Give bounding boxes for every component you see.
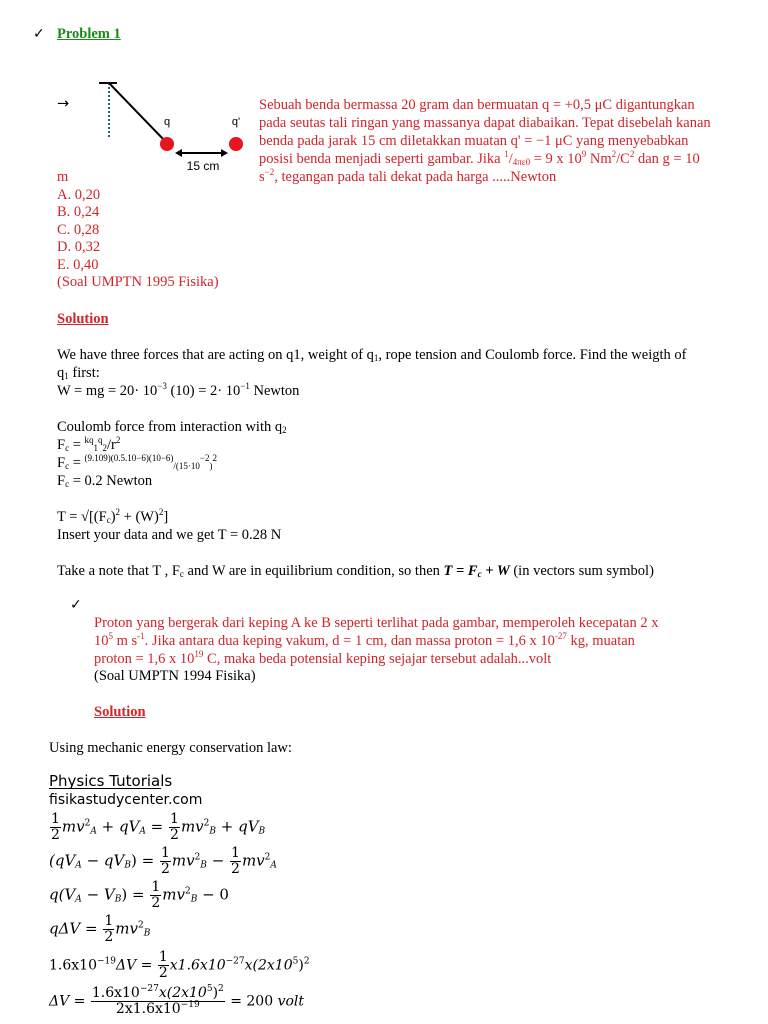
label-q-prime: q'	[231, 116, 241, 128]
label-q: q	[163, 116, 171, 128]
brand-site: fisikastudycenter.com	[49, 792, 203, 808]
statement-line: $10^5$ m $s^{-1}$. Jika antara dua keping vakum, d = 1 cm, dan massa proton = 1,6 x $10^{-27}$ kg, muatan	[94, 631, 635, 649]
charge-q-prime	[229, 137, 243, 151]
energy-eq1: $\frac{1}{2}$ $mv^2_A + qV_A$ = $\frac{1}{2}$ $mv^2_B + qV_B$	[51, 811, 266, 843]
check-icon: ✓	[33, 26, 45, 42]
weight-equation: W = mg = $20\cdot 10^{-3}$ $(10) = 2\cdot 10^{-1}$ Newton	[57, 381, 300, 399]
pendulum-diagram	[95, 75, 255, 180]
energy-eq3: $q(V_A - V_B)$ = $\frac{1}{2}$ $mv^2_B - 0$	[49, 879, 229, 911]
fc-result: $F_c = 0.2$ Newton	[57, 473, 153, 489]
string-line	[109, 83, 165, 141]
arrow-left-head	[175, 149, 182, 157]
options-list	[57, 169, 219, 292]
coulomb-intro: Coulomb force from interaction with $q_2$	[57, 419, 287, 435]
arrow-icon: →	[57, 96, 70, 112]
distance-label: 15 cm	[186, 159, 220, 173]
statement-line: proton = 1,6 x $10^{19}$ C, maka beda potensial keping sejajar tersebut adalah...volt	[94, 649, 552, 667]
solution1-intro: We have three forces that are acting on q1, weight of $q_1$, rope tension and Coulomb force. Find the weigth of	[57, 347, 687, 363]
problem1-statement	[259, 96, 711, 186]
statement-line: benda pada jarak 15 cm diletakkan muatan q' = −1 μC yang menyebabkan	[259, 133, 689, 149]
arrow-right-head	[221, 149, 228, 157]
equilibrium-note: Take a note that T , $F_c$ and W are in equilibrium condition, so then $T = F_c + W$ (in vectors sum symbol)	[57, 563, 654, 579]
statement-line: $s^{-2}$, tegangan pada tali dekat pada harga .....Newton	[259, 167, 557, 185]
problem1-title: Problem 1	[57, 26, 121, 42]
problem1-source: (Soal UMPTN 1995 Fisika)	[57, 274, 219, 290]
tension-formula: $T = √[(F_c)^2 + (W)^2]$	[57, 507, 169, 525]
solution1-intro-2: $q_1$ first:	[57, 365, 100, 381]
m-label: m	[57, 169, 69, 185]
brand-divider	[49, 788, 161, 789]
option-e: E. 0,40	[57, 256, 99, 273]
fc-substituted: $F_c = ^{(9.109)(0.5.10-6)(10-6)}_{/(15\cdot 10}^{-2}_)^2$	[57, 453, 217, 471]
option-a: A. 0,20	[57, 186, 101, 203]
energy-eq6: ΔV = $\frac{1.6x10^{-27}x(2x10^5)^2}{2x1.6x10^{-19}}$ = 200 volt	[49, 984, 305, 1017]
option-c: C. 0,28	[57, 221, 100, 238]
solution2-heading: Solution	[94, 704, 146, 720]
energy-eq4: qΔV = $\frac{1}{2}$ $mv^2_B$	[49, 913, 151, 945]
statement-line: pada seutas tali ringan yang massanya dapat diabaikan. Tepat disebelah kanan	[259, 115, 711, 131]
energy-eq2: $(qV_A - qV_B)$ = $\frac{1}{2}$ $mv^2_B$ − $\frac{1}{2}$ $mv^2_A$	[49, 845, 277, 877]
fc-formula: $F_c = ^{kq}_1^q_2/r^2$	[57, 435, 121, 453]
solution1-heading: Solution	[57, 311, 109, 327]
problem2-statement	[94, 614, 658, 668]
option-b: B. 0,24	[57, 204, 100, 220]
energy-eq5: $1.6x10^{-19}\Delta V$ = $\frac{1}{2}$ $x1.6x10^{-27}x(2x10^5)^2$	[49, 949, 310, 981]
problem2-source: (Soal UMPTN 1994 Fisika)	[94, 668, 256, 684]
statement-line: Sebuah benda bermassa 20 gram dan bermuatan q = +0,5 μC digantungkan	[259, 97, 695, 113]
statement-line: posisi benda menjadi seperti gambar. Jika $^1/_{4\pi\varepsilon 0} = 9$ x $10^9$ $Nm^2/C^2$ dan g = 10	[259, 149, 700, 167]
solution2-intro: Using mechanic energy conservation law:	[49, 740, 292, 756]
brand-title: Physics Tutorials	[49, 772, 173, 790]
statement-line: Proton yang bergerak dari keping A ke B seperti terlihat pada gambar, memperoleh kecepatan 2 x	[94, 615, 659, 631]
option-d: D. 0,32	[57, 239, 101, 255]
check-icon: ✓	[70, 597, 82, 613]
charge-q	[160, 137, 174, 151]
tension-result: Insert your data and we get T = 0.28 N	[57, 527, 282, 543]
